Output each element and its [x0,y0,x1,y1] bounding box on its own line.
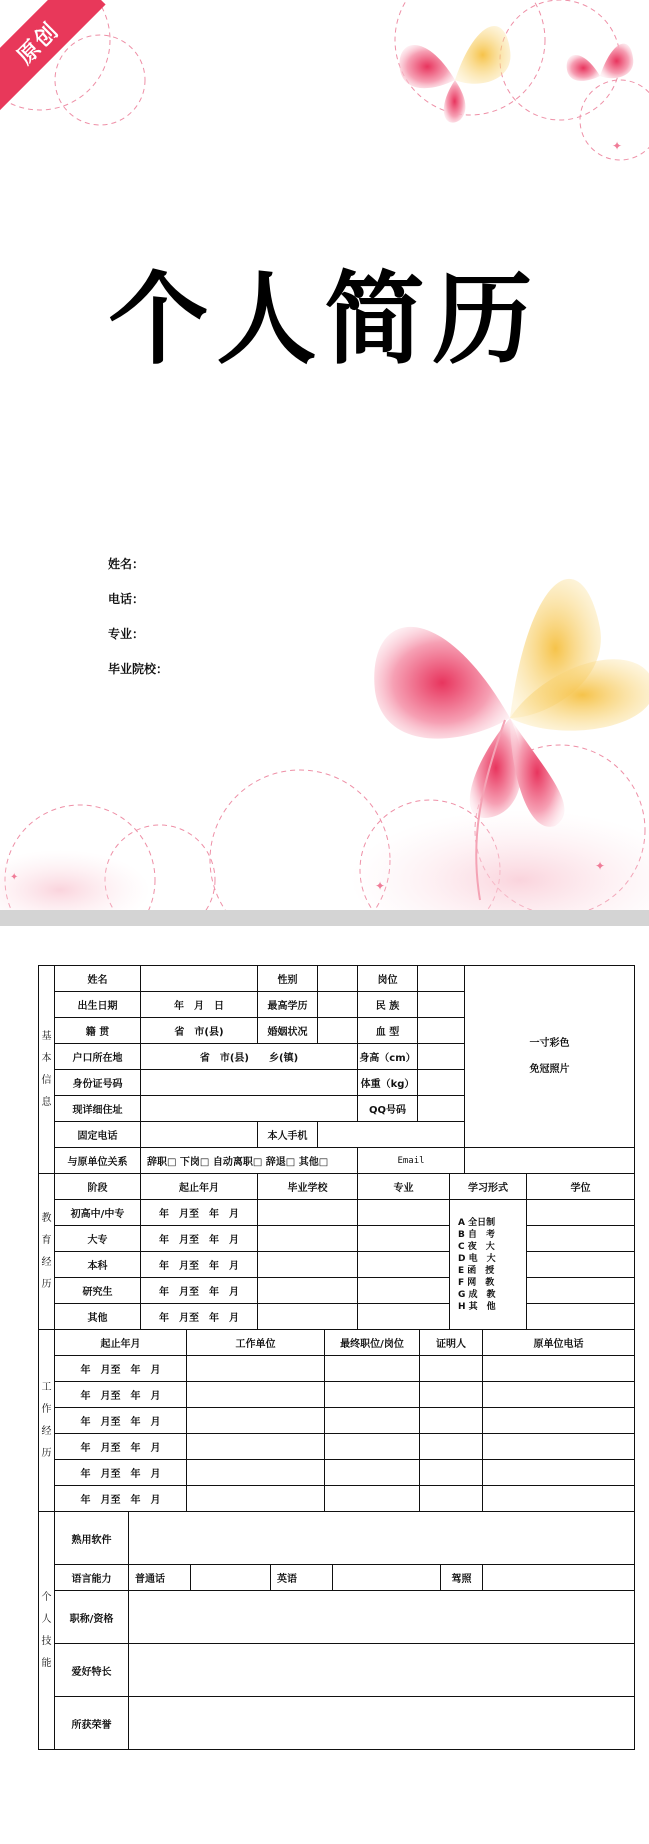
basic-info-table [38,965,635,1174]
edu-stage-4: 研究生 [55,1278,141,1304]
work-position-6[interactable] [325,1486,420,1512]
work-position-1[interactable] [325,1356,420,1382]
photo-line2: 免冠照片 [529,1063,570,1075]
edu-major-3[interactable] [358,1252,450,1278]
work-company-5[interactable] [187,1460,325,1486]
label-marriage: 婚姻状况 [258,1018,318,1044]
edu-degree-2[interactable] [527,1226,635,1252]
work-header-company: 工作单位 [187,1330,325,1356]
photo-line1: 一寸彩色 [529,1037,570,1049]
work-phone-4[interactable] [483,1434,635,1460]
work-header-phone: 原单位电话 [483,1330,635,1356]
label-address: 现详细住址 [55,1096,141,1122]
label-qq: QQ号码 [358,1096,418,1122]
input-title[interactable] [129,1591,635,1644]
edu-header-degree: 学位 [527,1174,635,1200]
input-blood[interactable] [418,1018,465,1044]
cover-field-major: 专业： [108,627,145,641]
cover-field-phone: 电话： [108,592,145,606]
study-form-g: G 成 教 [458,1289,496,1300]
input-birth[interactable]: 年 月 日 [141,992,258,1018]
study-form-list [450,1200,527,1330]
svg-text:✦: ✦ [375,879,386,893]
work-header-position: 最终职位/岗位 [325,1330,420,1356]
label-weight: 体重（kg） [358,1070,418,1096]
study-form-e: E 函 授 [458,1265,495,1276]
work-phone-5[interactable] [483,1460,635,1486]
work-referee-1[interactable] [420,1356,483,1382]
study-form-c: C 夜 大 [458,1241,495,1252]
edu-header-school: 毕业学校 [258,1174,358,1200]
skills-section-label: 个人技能 [39,1512,55,1750]
study-form-h: H 其 他 [458,1301,496,1312]
input-honor[interactable] [129,1697,635,1750]
work-position-2[interactable] [325,1382,420,1408]
resume-title: 个人简历 [108,261,541,378]
work-phone-1[interactable] [483,1356,635,1382]
label-native: 籍 贯 [55,1018,141,1044]
label-name: 姓名 [55,966,141,992]
edu-period-2[interactable]: 年 月至 年 月 [141,1226,258,1252]
edu-period-4[interactable]: 年 月至 年 月 [141,1278,258,1304]
work-phone-3[interactable] [483,1408,635,1434]
svg-text:✦: ✦ [10,872,19,883]
edu-header-form: 学习形式 [450,1174,527,1200]
cover-field-name: 姓名： [108,557,145,571]
cover-fields [108,555,168,695]
label-height: 身高（cm） [358,1044,418,1070]
edu-stage-5: 其他 [55,1304,141,1330]
edu-school-5[interactable] [258,1304,358,1330]
svg-text:✦: ✦ [612,139,623,153]
input-weight[interactable] [418,1070,465,1096]
edu-degree-4[interactable] [527,1278,635,1304]
input-nation[interactable] [418,992,465,1018]
edu-stage-2: 大专 [55,1226,141,1252]
label-gender: 性别 [258,966,318,992]
study-form-a: A 全日制 [458,1217,496,1228]
input-english[interactable] [333,1565,441,1591]
input-idcard[interactable] [141,1070,358,1096]
input-hukou[interactable]: 省 市(县) 乡(镇) [141,1044,358,1070]
work-table [38,1329,635,1512]
label-honor: 所获荣誉 [55,1697,129,1750]
work-period-5[interactable]: 年 月至 年 月 [55,1460,187,1486]
input-software[interactable] [129,1512,635,1565]
label-hobby: 爱好特长 [55,1644,129,1697]
input-qq[interactable] [418,1096,465,1122]
input-hobby[interactable] [129,1644,635,1697]
work-period-4[interactable]: 年 月至 年 月 [55,1434,187,1460]
edu-major-1[interactable] [358,1200,450,1226]
study-form-d: D 电 大 [458,1253,496,1264]
cover-page [0,0,649,910]
input-post[interactable] [418,966,465,992]
label-mobile: 本人手机 [258,1122,318,1148]
resume-form [38,965,634,1750]
work-period-2[interactable]: 年 月至 年 月 [55,1382,187,1408]
skills-table [38,1511,635,1750]
label-birth: 出生日期 [55,992,141,1018]
original-badge: 原创 [0,0,106,111]
education-section-label: 教育经历 [39,1174,55,1330]
input-email[interactable] [465,1148,635,1174]
input-license[interactable] [483,1565,635,1591]
edu-period-5[interactable]: 年 月至 年 月 [141,1304,258,1330]
edu-stage-3: 本科 [55,1252,141,1278]
label-phone: 固定电话 [55,1122,141,1148]
label-license: 驾照 [441,1565,483,1591]
input-height[interactable] [418,1044,465,1070]
study-form-b: B 自 考 [458,1229,495,1240]
label-relation: 与原单位关系 [55,1148,141,1174]
edu-school-2[interactable] [258,1226,358,1252]
edu-major-5[interactable] [358,1304,450,1330]
page-divider [0,910,649,926]
label-mandarin: 普通话 [129,1565,191,1591]
work-header-period: 起止年月 [55,1330,187,1356]
label-idcard: 身份证号码 [55,1070,141,1096]
edu-school-4[interactable] [258,1278,358,1304]
work-header-referee: 证明人 [420,1330,483,1356]
label-title: 职称/资格 [55,1591,129,1644]
edu-degree-3[interactable] [527,1252,635,1278]
svg-text:✦: ✦ [595,859,606,873]
photo-box[interactable] [465,966,635,1148]
input-native[interactable]: 省 市(县) [141,1018,258,1044]
label-edu: 最高学历 [258,992,318,1018]
input-edu[interactable] [318,992,358,1018]
edu-degree-5[interactable] [527,1304,635,1330]
cover-field-school: 毕业院校： [108,662,169,676]
edu-degree-1[interactable] [527,1200,635,1226]
work-company-3[interactable] [187,1408,325,1434]
input-gender[interactable] [318,966,358,992]
work-phone-6[interactable] [483,1486,635,1512]
work-period-6[interactable]: 年 月至 年 月 [55,1486,187,1512]
input-phone[interactable] [141,1122,258,1148]
edu-period-3[interactable]: 年 月至 年 月 [141,1252,258,1278]
edu-header-stage: 阶段 [55,1174,141,1200]
work-company-2[interactable] [187,1382,325,1408]
label-nation: 民 族 [358,992,418,1018]
work-company-4[interactable] [187,1434,325,1460]
label-post: 岗位 [358,966,418,992]
edu-stage-1: 初高中/中专 [55,1200,141,1226]
edu-period-1[interactable]: 年 月至 年 月 [141,1200,258,1226]
label-hukou: 户口所在地 [55,1044,141,1070]
edu-school-3[interactable] [258,1252,358,1278]
work-company-1[interactable] [187,1356,325,1382]
work-phone-2[interactable] [483,1382,635,1408]
work-position-3[interactable] [325,1408,420,1434]
edu-school-1[interactable] [258,1200,358,1226]
input-mobile[interactable] [318,1122,465,1148]
work-referee-4[interactable] [420,1434,483,1460]
label-blood: 血 型 [358,1018,418,1044]
edu-header-major: 专业 [358,1174,450,1200]
edu-major-4[interactable] [358,1278,450,1304]
input-mandarin[interactable] [191,1565,271,1591]
work-section-label: 工作经历 [39,1330,55,1512]
edu-header-period: 起止年月 [141,1174,258,1200]
study-form-f: F 网 教 [458,1277,495,1288]
work-referee-6[interactable] [420,1486,483,1512]
label-language: 语言能力 [55,1565,129,1591]
input-marriage[interactable] [318,1018,358,1044]
work-referee-2[interactable] [420,1382,483,1408]
basic-section-label: 基本信息 [39,966,55,1174]
edu-major-2[interactable] [358,1226,450,1252]
work-referee-3[interactable] [420,1408,483,1434]
label-software: 熟用软件 [55,1512,129,1565]
education-table [38,1173,635,1330]
label-english: 英语 [271,1565,333,1591]
label-email: Email [358,1148,465,1174]
work-company-6[interactable] [187,1486,325,1512]
work-position-4[interactable] [325,1434,420,1460]
work-referee-5[interactable] [420,1460,483,1486]
work-period-3[interactable]: 年 月至 年 月 [55,1408,187,1434]
input-address[interactable] [141,1096,358,1122]
input-name[interactable] [141,966,258,992]
work-position-5[interactable] [325,1460,420,1486]
relation-options[interactable]: 辞职□ 下岗□ 自动离职□ 辞退□ 其他□ [141,1148,358,1174]
work-period-1[interactable]: 年 月至 年 月 [55,1356,187,1382]
butterfly-decoration [0,0,649,910]
